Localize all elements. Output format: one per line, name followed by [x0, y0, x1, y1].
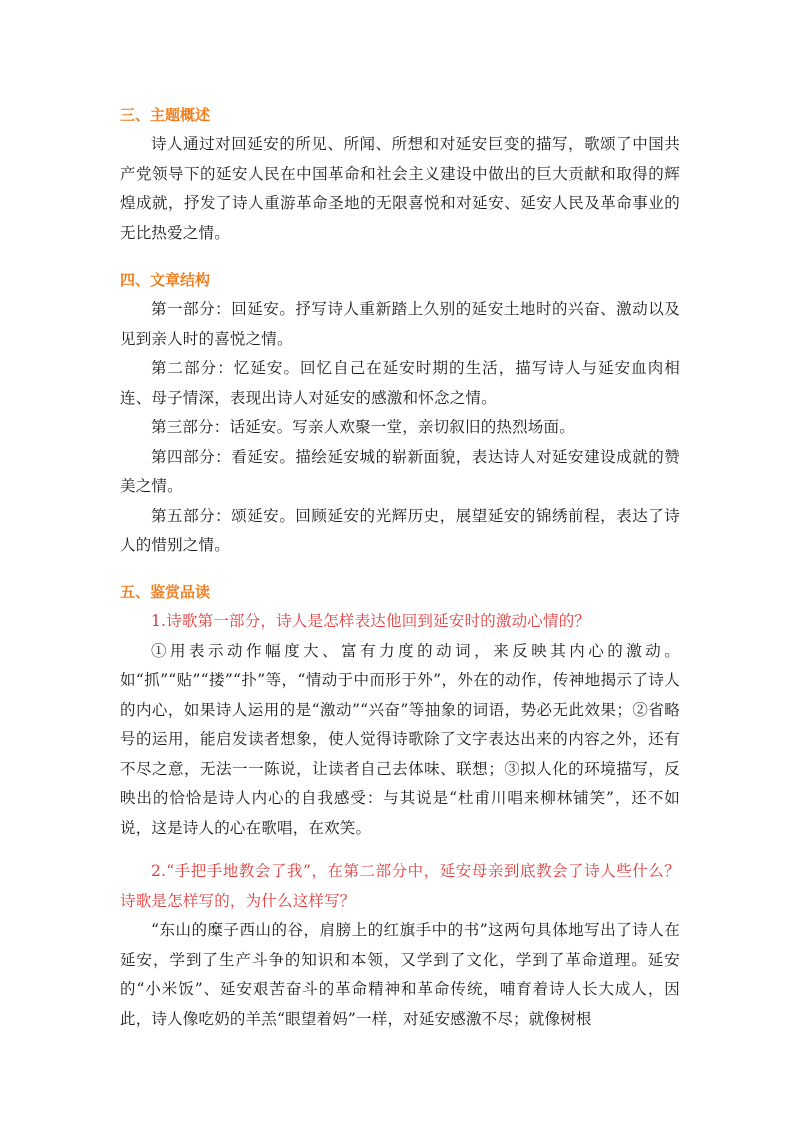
- question-1: 1.诗歌第一部分，诗人是怎样表达他回到延安时的激动心情的？: [151, 612, 591, 630]
- answer-2: “东山的糜子西山的谷，肩膀上的红旗手中的书”这两句具体地写出了诗人在延安，学到了生产斗争的知识和本领，又学到了文化，学到了革命道理。延安的“小米饭”、延安艰苦奋斗的革命精神和革命传统，哺育着诗人长大成人，因此，诗人像吃奶的羊羔“眼望着妈”一样，对延安感激不尽；就像树根: [120, 921, 680, 1028]
- paragraph: 第五部分：颂延安。回顾延安的光辉历史，展望延安的锦绣前程，表达了诗人的惜别之情。: [120, 506, 680, 554]
- paragraph: 第二部分：忆延安。回忆自己在延安时期的生活，描写诗人与延安血肉相连、母子情深，表现出诗人对延安的感激和怀念之情。: [120, 359, 680, 407]
- section-heading-theme: 三、主题概述: [120, 106, 211, 124]
- section-appreciation: [120, 577, 680, 1034]
- paragraph: 第三部分：话延安。写亲人欢聚一堂，亲切叙旧的热烈场面。: [151, 418, 575, 436]
- section-heading-structure: 四、文章结构: [120, 271, 211, 289]
- paragraph: 诗人通过对回延安的所见、所闻、所想和对延安巨变的描写，歌颂了中国共产党领导下的延安人民在中国革命和社会主义建设中做出的巨大贡献和取得的辉煌成就，抒发了诗人重游革命圣地的无限喜悦和对延安、延安人民及革命事业的无比热爱之情。: [120, 135, 680, 242]
- section-theme: [120, 100, 680, 248]
- paragraph: 第一部分：回延安。抒写诗人重新踏上久别的延安土地时的兴奋、激动以及见到亲人时的喜悦之情。: [120, 300, 680, 348]
- question-2: 2.“手把手地教会了我”，在第二部分中，延安母亲到底教会了诗人些什么？诗歌是怎样写的，为什么这样写？: [120, 862, 680, 910]
- section-structure: [120, 265, 680, 561]
- section-heading-appreciation: 五、鉴赏品读: [120, 583, 211, 601]
- answer-1: ①用表示动作幅度大、富有力度的动词，来反映其内心的激动。如“抓”“贴”“搂”“扑”等，“情动于中而形于外”，外在的动作，传神地揭示了诗人的内心，如果诗人运用的是“激动”“兴奋”等抽象的词语，势必无此效果；②省略号的运用，能启发读者想象，使人觉得诗歌除了文字表达出来的内容之外，还有不尽之意，无法一一陈说，让读者自己去体味、联想；③拟人化的环境描写，反映出的恰恰是诗人内心的自我感受：与其说是“杜甫川唱来柳林铺笑”，还不如说，这是诗人的心在歌唱，在欢笑。: [120, 641, 680, 837]
- paragraph: 第四部分：看延安。描绘延安城的崭新面貌，表达诗人对延安建设成就的赞美之情。: [120, 447, 680, 495]
